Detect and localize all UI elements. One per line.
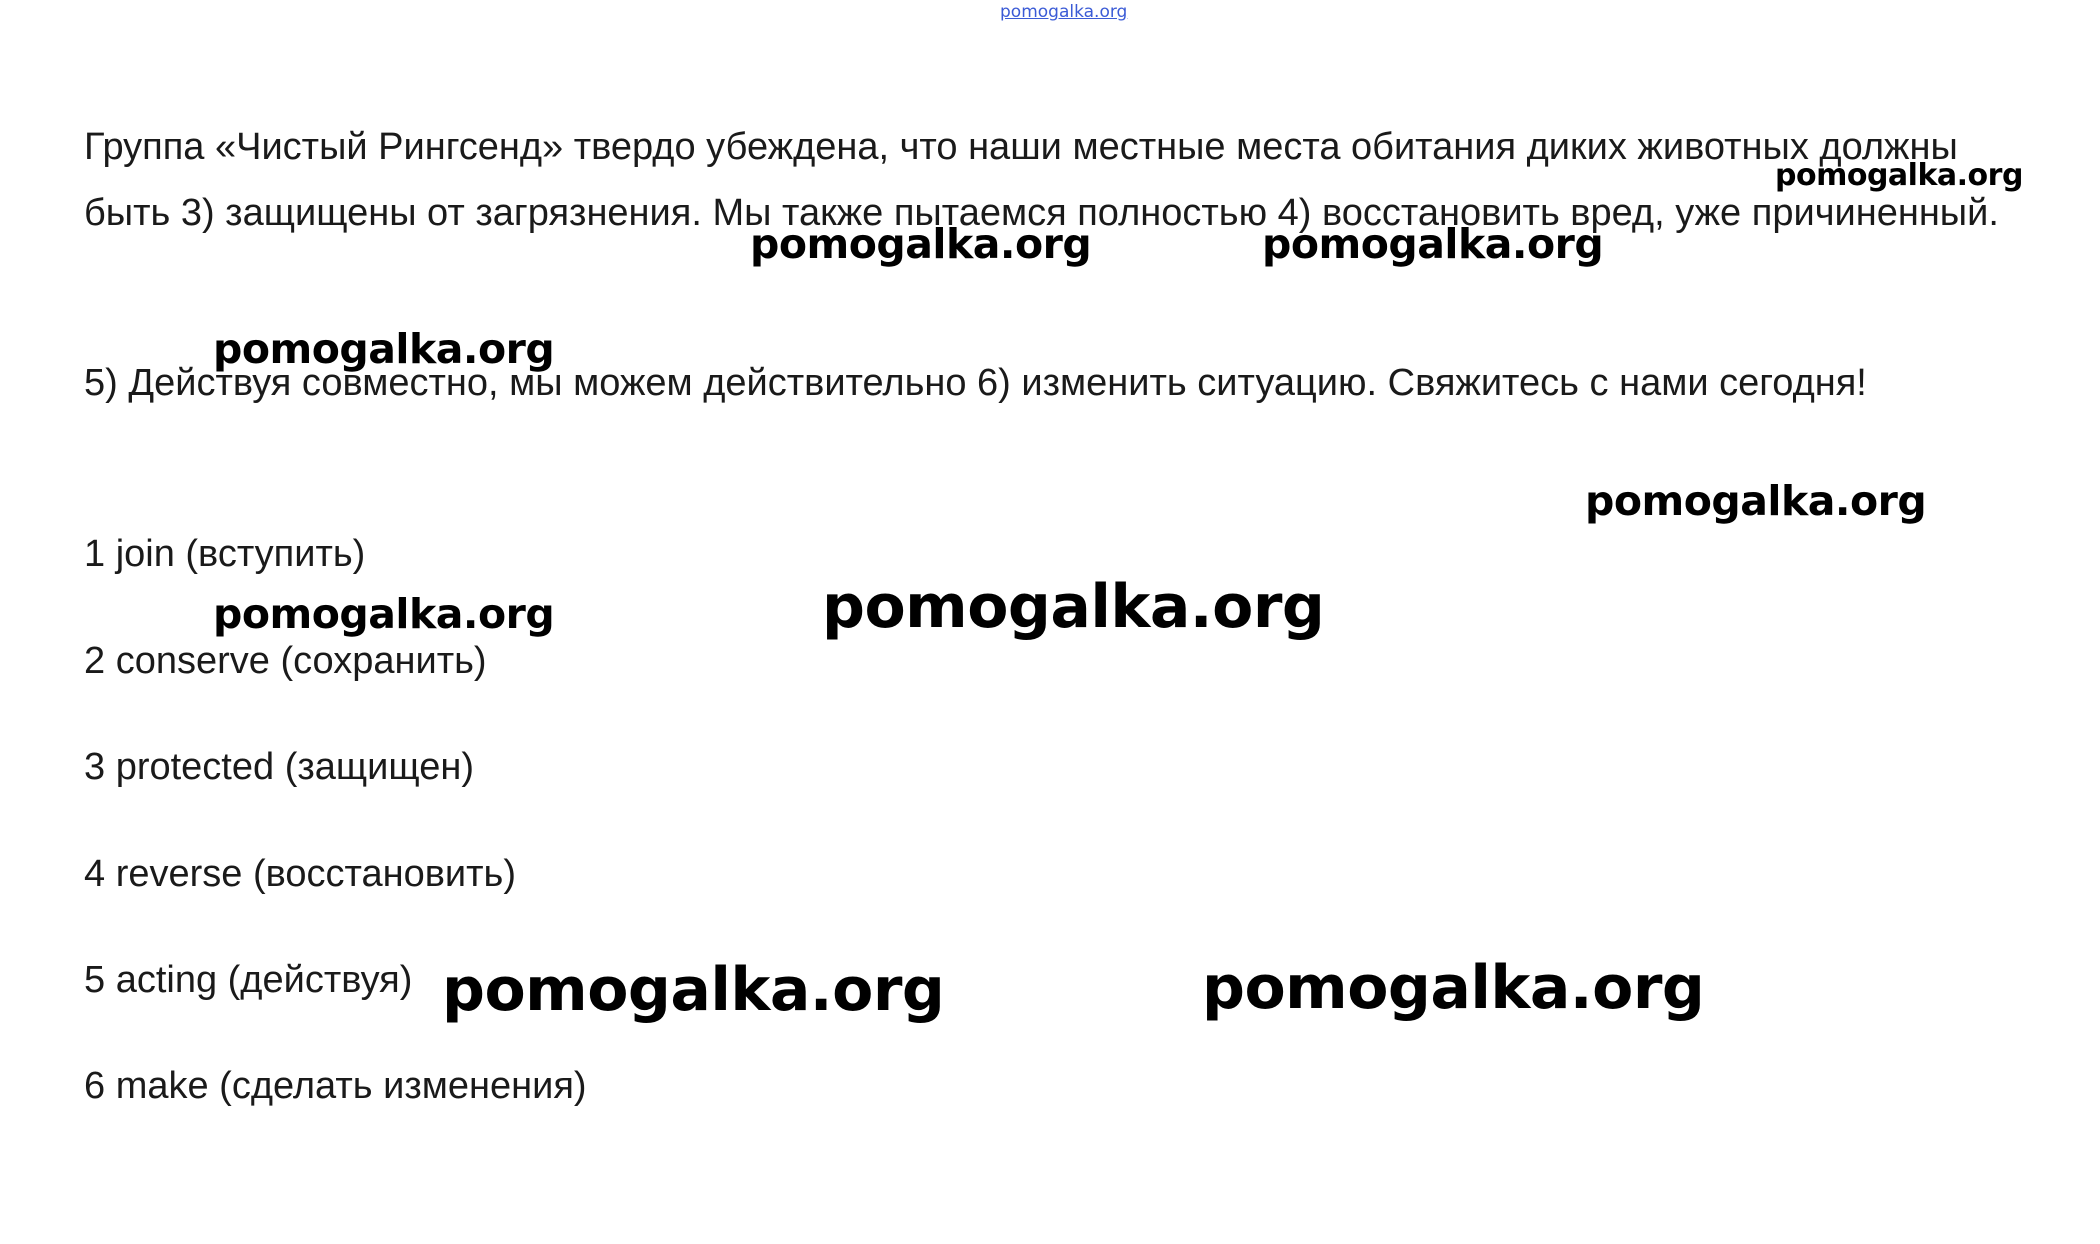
watermark: pomogalka.org	[1202, 953, 1705, 1023]
vocab-item-6: 6 make (сделать изменения)	[84, 1065, 587, 1107]
watermark: pomogalka.org	[213, 590, 555, 638]
site-header-link[interactable]: pomogalka.org	[1000, 2, 1128, 22]
paragraph-2: 5) Действуя совместно, мы можем действительно 6) изменить ситуацию. Свяжитесь с нами сегодня!	[84, 362, 1867, 404]
watermark: pomogalka.org	[213, 325, 555, 373]
watermark: pomogalka.org	[750, 220, 1092, 268]
watermark: pomogalka.org	[1262, 220, 1604, 268]
vocab-item-4: 4 reverse (восстановить)	[84, 853, 517, 895]
vocab-item-5: 5 acting (действуя)	[84, 959, 413, 1001]
vocab-item-2: 2 conserve (сохранить)	[84, 640, 487, 682]
watermark: pomogalka.org	[822, 572, 1325, 642]
vocab-item-1: 1 join (вступить)	[84, 533, 366, 575]
watermark: pomogalka.org	[442, 955, 945, 1025]
vocab-item-3: 3 protected (защищен)	[84, 746, 475, 788]
watermark: pomogalka.org	[1775, 158, 2023, 193]
watermark: pomogalka.org	[1585, 477, 1927, 525]
paragraph-1: Группа «Чистый Рингсенд» твердо убеждена, что наши местные места обитания диких животных должны быть 3) защищены от загрязнения. Мы также пытаемся полностью 4) восстановить вред, уже причиненный.	[84, 126, 1999, 234]
